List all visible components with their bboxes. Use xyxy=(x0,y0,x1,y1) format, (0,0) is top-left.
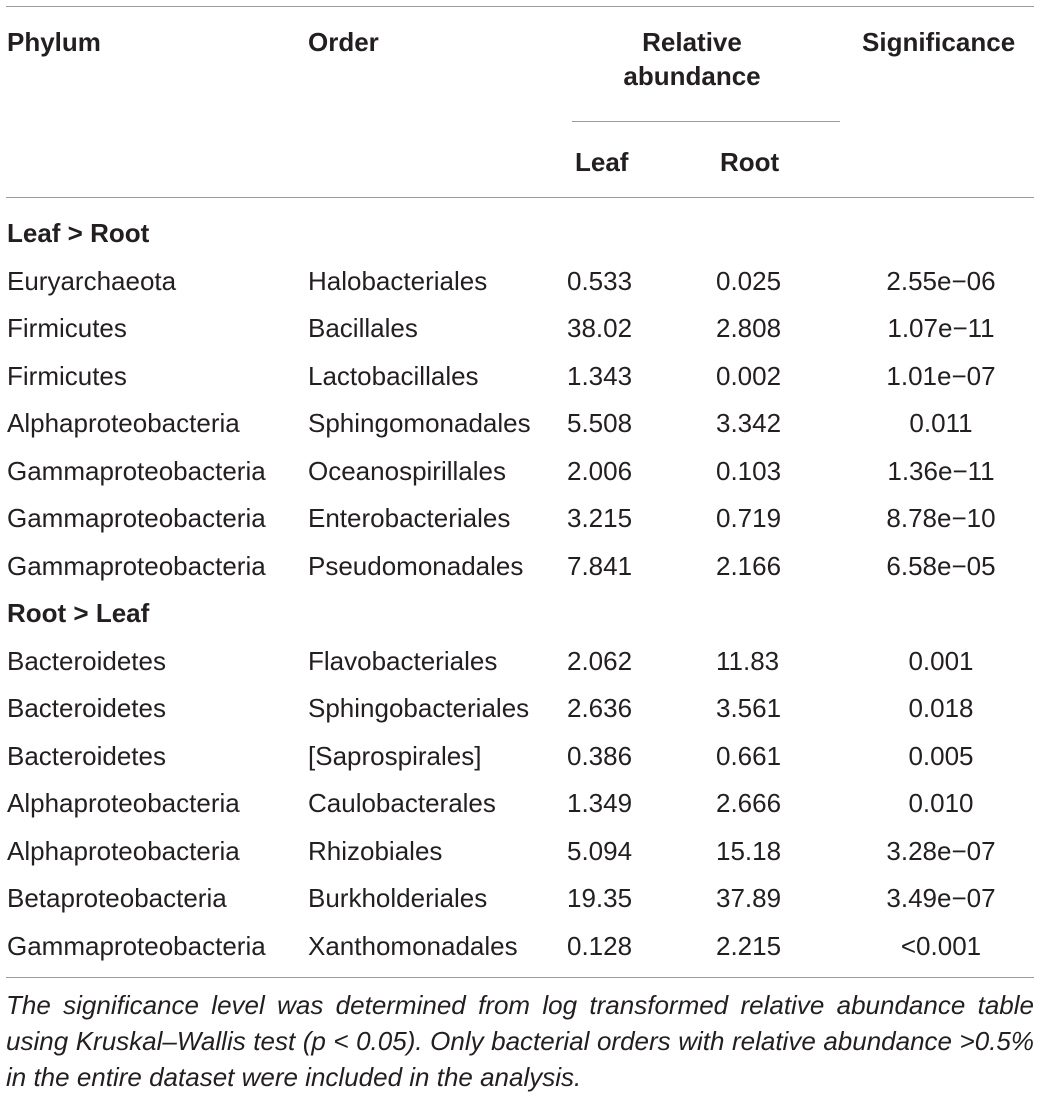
cell-leaf: 38.02 xyxy=(567,313,633,343)
cell-phylum: Alphaproteobacteria xyxy=(7,408,240,438)
cell-root: 0.661 xyxy=(716,740,782,771)
cell-significance: 1.07e−11 xyxy=(887,313,995,343)
cell-significance: 1.36e−11 xyxy=(887,455,995,486)
cell-leaf: 3.215 xyxy=(567,503,633,533)
cell-significance: 8.78e−10 xyxy=(886,503,996,533)
cell-phylum: Gammaproteobacteria xyxy=(7,550,266,581)
section-title: Root > Leaf xyxy=(7,598,150,628)
cell-leaf: 2.006 xyxy=(567,455,633,486)
header-relative-abundance xyxy=(572,25,812,93)
cell-order: Sphingobacteriales xyxy=(308,693,530,723)
header-significance: Significance xyxy=(862,27,1016,57)
cell-phylum: Alphaproteobacteria xyxy=(7,788,240,818)
top-rule xyxy=(6,6,1034,7)
cell-root: 15.18 xyxy=(716,835,782,866)
cell-root: 2.166 xyxy=(716,550,782,581)
cell-significance: 6.58e−05 xyxy=(886,550,996,581)
cell-root: 2.666 xyxy=(716,788,782,818)
cell-significance: 0.001 xyxy=(908,645,974,676)
cell-phylum: Bacteroidetes xyxy=(7,693,166,723)
cell-root: 0.025 xyxy=(716,265,782,296)
cell-root: 0.103 xyxy=(716,455,782,486)
cell-root: 2.215 xyxy=(716,930,782,961)
cell-order: Xanthomonadales xyxy=(308,930,518,961)
header-root: Root xyxy=(720,147,780,177)
cell-order: Bacillales xyxy=(308,313,418,343)
cell-phylum: Euryarchaeota xyxy=(7,265,177,296)
subheader-rule xyxy=(572,121,840,122)
cell-order: Oceanospirillales xyxy=(308,455,506,486)
cell-root: 2.808 xyxy=(716,313,782,343)
cell-order: Burkholderiales xyxy=(308,883,488,913)
cell-leaf: 0.533 xyxy=(567,265,633,296)
cell-significance: 3.49e−07 xyxy=(886,883,996,913)
cell-order: Sphingomonadales xyxy=(308,408,531,438)
cell-root: 11.83 xyxy=(716,645,780,676)
section-title: Leaf > Root xyxy=(7,218,150,248)
cell-leaf: 0.128 xyxy=(567,930,633,961)
cell-significance: 1.01e−07 xyxy=(886,360,996,391)
cell-phylum: Bacteroidetes xyxy=(7,740,166,771)
cell-significance: 0.011 xyxy=(909,408,973,438)
cell-leaf: 1.349 xyxy=(567,788,633,818)
cell-leaf: 5.508 xyxy=(567,408,633,438)
header-leaf: Leaf xyxy=(575,147,629,177)
table-footnote: The significance level was determined from log transformed relative abundance table using Kruskal–Wallis test (p < 0.05). Only bacterial orders with relative abundance >0.5% in the entire dataset were included in the analysis. xyxy=(6,990,1034,1092)
header-phylum: Phylum xyxy=(7,27,101,57)
cell-root: 3.561 xyxy=(716,693,782,723)
cell-significance: 0.005 xyxy=(908,740,974,771)
cell-leaf: 0.386 xyxy=(567,740,633,771)
cell-order: Pseudomonadales xyxy=(308,550,524,581)
cell-significance: <0.001 xyxy=(900,930,982,961)
cell-phylum: Gammaproteobacteria xyxy=(7,455,266,486)
header-bottom-rule xyxy=(6,197,1034,198)
cell-phylum: Bacteroidetes xyxy=(7,645,166,676)
cell-order: [Saprospirales] xyxy=(308,740,482,771)
cell-significance: 2.55e−06 xyxy=(886,265,996,296)
cell-order: Caulobacterales xyxy=(308,788,496,818)
cell-leaf: 19.35 xyxy=(567,883,633,913)
cell-order: Enterobacteriales xyxy=(308,503,511,533)
cell-root: 0.719 xyxy=(716,503,782,533)
cell-leaf: 5.094 xyxy=(567,835,633,866)
cell-order: Rhizobiales xyxy=(308,835,443,866)
cell-root: 37.89 xyxy=(716,883,782,913)
cell-significance: 0.010 xyxy=(908,788,974,818)
cell-phylum: Alphaproteobacteria xyxy=(7,835,240,866)
cell-order: Halobacteriales xyxy=(308,265,488,296)
header-relative-abundance-line1: Relative xyxy=(642,27,742,57)
header-relative-abundance-line2: abundance xyxy=(623,61,761,91)
cell-phylum: Gammaproteobacteria xyxy=(7,503,266,533)
cell-phylum: Firmicutes xyxy=(7,360,127,391)
cell-order: Lactobacillales xyxy=(308,360,479,391)
cell-significance: 3.28e−07 xyxy=(886,835,996,866)
cell-phylum: Betaproteobacteria xyxy=(7,883,227,913)
cell-leaf: 7.841 xyxy=(567,550,633,581)
cell-leaf: 1.343 xyxy=(567,360,633,391)
cell-order: Flavobacteriales xyxy=(308,645,498,676)
cell-phylum: Gammaproteobacteria xyxy=(7,930,266,961)
cell-leaf: 2.062 xyxy=(567,645,633,676)
cell-root: 3.342 xyxy=(716,408,782,438)
cell-root: 0.002 xyxy=(716,360,782,391)
header-order: Order xyxy=(308,27,379,57)
cell-phylum: Firmicutes xyxy=(7,313,127,343)
bottom-rule xyxy=(6,977,1034,978)
cell-significance: 0.018 xyxy=(908,693,974,723)
cell-leaf: 2.636 xyxy=(567,693,633,723)
